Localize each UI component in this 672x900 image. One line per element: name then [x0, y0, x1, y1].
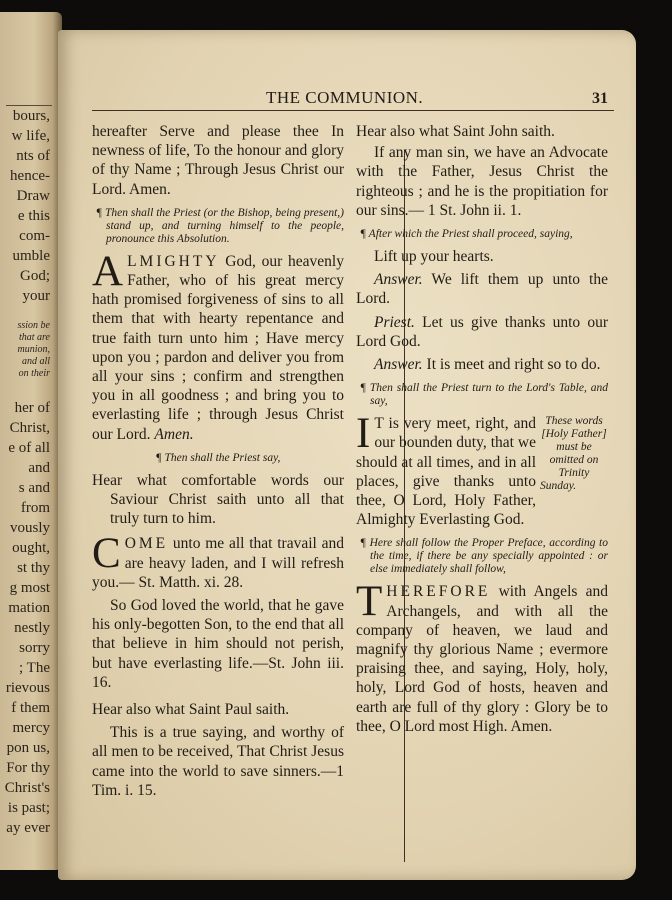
previous-page-text-fragment: ; The — [19, 660, 50, 676]
drop-cap: I — [356, 410, 371, 458]
lead-word: LMIGHTY — [127, 252, 220, 270]
comfortable-words-intro: Hear what comfortable words our Saviour Christ saith unto all that truly turn to him. — [92, 471, 344, 528]
hear-john: Hear also what Saint John saith. — [356, 123, 555, 140]
previous-page-text-fragment: rievous — [5, 680, 50, 696]
so-god-loved: So God loved the world, that he gave his only-begotten Son, to the end that all that believe in him should not perish, but have everlasting life.—St. John iii. 16. — [92, 597, 344, 691]
therefore-paragraph — [356, 578, 608, 736]
previous-page-text-fragment: bours, — [12, 108, 50, 124]
previous-page-text-fragment: nestly — [14, 620, 50, 636]
page-header — [58, 88, 636, 108]
previous-page-header-rule — [6, 105, 52, 106]
previous-page-text-fragment: is past; — [7, 800, 50, 816]
previous-page-text-fragment: pon us, — [6, 740, 50, 756]
previous-page-text-fragment: mation — [8, 600, 50, 616]
lift-up: Lift up your hearts. — [374, 248, 494, 266]
previous-page-text-fragment: hence- — [10, 168, 50, 184]
previous-page-text-fragment: God; — [20, 268, 50, 284]
speaker-label: Answer. — [374, 271, 423, 289]
lead-word: HEREFORE — [386, 583, 491, 601]
rubric-proper-preface: ¶ Here shall follow the Proper Preface, according to the time, if there be any specially appointed : or else immediately shall follow, — [360, 537, 608, 576]
previous-page-text-fragment: ought, — [12, 540, 50, 556]
right-column — [356, 122, 608, 736]
previous-page-text-fragment: g most — [9, 580, 50, 596]
previous-page-edge — [0, 12, 62, 870]
previous-page-text-fragment: f them — [11, 700, 50, 716]
previous-page-text-fragment: s and — [18, 480, 50, 496]
previous-page-text-fragment: and — [28, 460, 50, 476]
priest-line: Priest. Let us give thanks unto our Lord God. — [356, 313, 608, 350]
previous-page-text-fragment: ssion be — [17, 320, 50, 331]
previous-page-text-fragment: on their — [18, 368, 50, 379]
it-is-very-meet — [356, 410, 608, 529]
previous-page-text-fragment: your — [22, 288, 50, 304]
previous-page-text-fragment: from — [20, 500, 50, 516]
meet-text: T is very meet, right, and our bounden duty, that we should at all times, and in all places, give thanks unto thee, O Lord, Holy Father, Almighty Everlasting God. — [356, 415, 536, 529]
running-head: THE COMMUNION. — [266, 88, 424, 107]
previous-page-text-fragment: Christ's — [4, 780, 50, 796]
drop-cap: T — [356, 578, 383, 626]
previous-page-text-fragment: Draw — [16, 188, 50, 204]
rubric-priest-say: ¶ Then shall the Priest say, — [155, 451, 281, 464]
margin-note: These words [Holy Father] must be omitted on Trinity Sunday. — [540, 415, 607, 493]
come-unto-me — [92, 530, 344, 592]
previous-page-text-fragment: her of — [14, 400, 50, 416]
amen: Amen. — [154, 425, 194, 443]
rubric-proceed: ¶ After which the Priest shall proceed, saying, — [360, 228, 573, 241]
prayer-conclusion: hereafter Serve and please thee In newness of life, To the honour and glory of thy Name ; Through Jesus Christ our Lord. Amen. — [92, 123, 344, 198]
previous-page-text-fragment: vously — [9, 520, 50, 536]
previous-page-text-fragment: e of all — [8, 440, 50, 456]
speaker-label: Priest. — [374, 313, 415, 331]
drop-cap: A — [92, 247, 124, 295]
previous-page-text-fragment: sorry — [19, 640, 50, 656]
come-text: unto me all that travail and are heavy laden, and I will refresh you.— St. Matth. xi. 28. — [92, 535, 344, 591]
rubric-absolution: ¶ Then shall the Priest (or the Bishop, being present,) stand up, and turning himself to the people, pronounce this Absolution. — [96, 206, 344, 245]
previous-page-text-fragment: w life, — [11, 128, 50, 144]
absolution-text: God, our heavenly Father, who of his great mercy hath promised forgiveness of sins to all them that with hearty repentance and true faith turn unto him ; Have mercy upon you ; pardon and deliver you from all your sins ; confirm and strengthen you in all goodness ; and bring you to everlasting life ; through Jesus Christ our Lord. — [92, 252, 344, 443]
lead-word: OME — [124, 535, 169, 553]
previous-page-text-fragment: and all — [21, 356, 50, 367]
left-column — [92, 122, 344, 800]
previous-page-text-fragment: ay ever — [6, 820, 50, 836]
previous-page-text-fragment: com- — [19, 228, 50, 244]
answer-one: Answer. We lift them up unto the Lord. — [356, 271, 608, 308]
speaker-label: Answer. — [374, 356, 423, 374]
page-number: 31 — [592, 90, 608, 107]
if-any-man-sin: If any man sin, we have an Advocate with the Father, Jesus Christ the righteous ; and he is the propitiation for our sins.— 1 St. John ii. 1. — [356, 144, 608, 219]
previous-page-text-fragment: st thy — [17, 560, 50, 576]
previous-page-text-fragment: munion, — [17, 344, 50, 355]
previous-page-text-fragment: umble — [12, 248, 50, 264]
therefore-text: with Angels and Archangels, and with all the company of heaven, we laud and magnify thy glorious Name ; evermore praising thee, and saying, Holy, holy, holy, Lord God of hosts, heaven and earth are full of thy glory : Glory be to thee, O Lord most High. Amen. — [356, 583, 608, 735]
absolution-paragraph — [92, 247, 344, 444]
rubric-lords-table: ¶ Then shall the Priest turn to the Lord's Table, and say, — [360, 382, 608, 408]
drop-cap: C — [92, 530, 121, 578]
previous-page-text-fragment: that are — [18, 332, 50, 343]
previous-page-text-fragment: e this — [17, 208, 50, 224]
previous-page-text-fragment: For thy — [6, 760, 50, 776]
hear-paul: Hear also what Saint Paul saith. — [92, 701, 290, 719]
true-saying: This is a true saying, and worthy of all men to be received, That Christ Jesus came into the world to save sinners.—1 Tim. i. 15. — [92, 724, 344, 799]
previous-page-text-fragment: nts of — [16, 148, 50, 164]
answer-two: Answer. It is meet and right so to do. — [374, 356, 601, 374]
previous-page-text-fragment: Christ, — [9, 420, 50, 436]
previous-page-text-fragment: mercy — [12, 720, 50, 736]
header-rule — [92, 110, 614, 111]
